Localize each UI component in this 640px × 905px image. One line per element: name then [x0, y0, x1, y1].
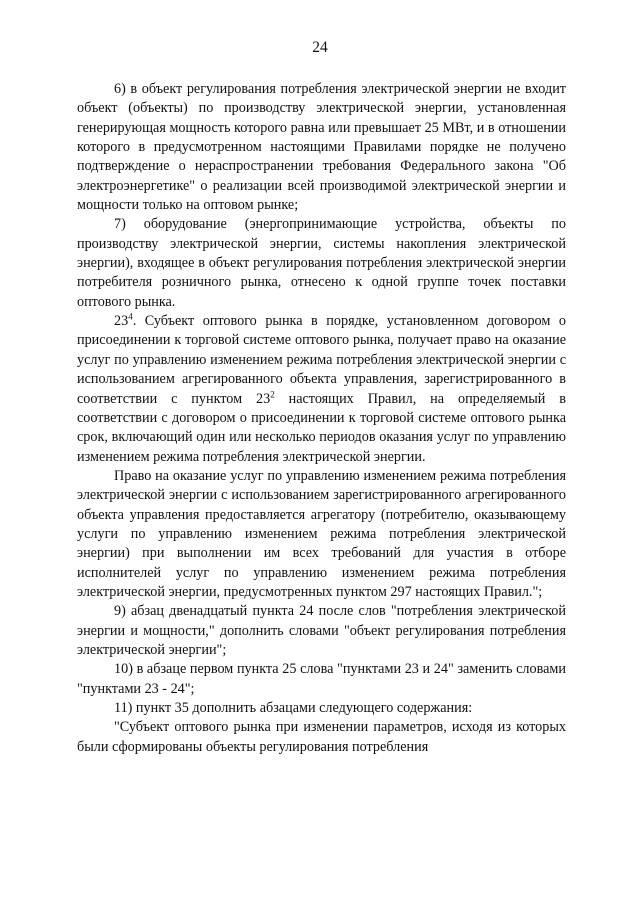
paragraph-item-9: 9) абзац двенадцатый пункта 24 после слов "потребления электрической энергии и мощности," дополнить словами "объект регулирования потребления электрической энергии";	[77, 603, 566, 658]
paragraph-item-6: 6) в объект регулирования потребления электрической энергии не входит объект (объекты) по производству электрической энергии, установленная генерирующая мощность которого равна или превышает 25 МВт, и в отношении которого в предусмотренном настоящими Правилами порядке не получено подтверждение о нераспространении требования Федерального закона "Об электроэнергетике" о реализации всей производимой электрической энергии и мощности только на оптовом рынке;	[77, 81, 566, 214]
paragraph-clause-23-4	[77, 312, 566, 467]
page-number: 24	[312, 39, 328, 56]
clause-text-part-2: настоящих Правил, на определяемый в соответствии с договором о присоединении к торговой системе оптового рынка срок, включающий один или несколько периодов оказания услуг по управлению изменением режима потребления электрической энергии.	[77, 390, 566, 465]
paragraph-item-11: 11) пункт 35 дополнить абзацами следующего содержания:	[114, 700, 473, 716]
clause-number-superscript: 4	[128, 311, 133, 322]
paragraph-item-7: 7) оборудование (энергопринимающие устройства, объекты по производству электрической энергии, системы накопления электрической энергии), входящее в объект регулирования потребления электрической энергии потребителя розничного рынка, отнесено к одной группе точек поставки оптового рынка.	[77, 216, 566, 310]
document-body	[77, 80, 566, 757]
clause-text-part-1: . Субъект оптового рынка в порядке, установленном договором о присоединении к торговой системе оптового рынка, получает право на оказание услуг по управлению изменением режима потребления электрической энергии с использованием агрегированного объекта управления, зарегистрированного в соответствии с пунктом 23	[77, 313, 566, 407]
reference-superscript: 2	[270, 388, 275, 399]
clause-number: 23	[114, 313, 129, 330]
paragraph-right-to-services: Право на оказание услуг по управлению изменением режима потребления электрической энергии с использованием зарегистрированного агрегированного объекта управления предоставляется агрегатору (потребителю, оказывающему услуги по управлению изменением режима потребления электрической энергии) при выполнении им всех требований для участия в отборе исполнителей услуг по управлению изменением режима потребления электрической энергии, предусмотренных пунктом 297 настоящих Правил.";	[77, 467, 566, 600]
paragraph-quoted-text: "Субъект оптового рынка при изменении параметров, исходя из которых были сформированы объекты регулирования потребления	[77, 719, 566, 755]
paragraph-item-10: 10) в абзаце первом пункта 25 слова "пунктами 23 и 24" заменить словами "пунктами 23 - 24";	[77, 661, 566, 697]
